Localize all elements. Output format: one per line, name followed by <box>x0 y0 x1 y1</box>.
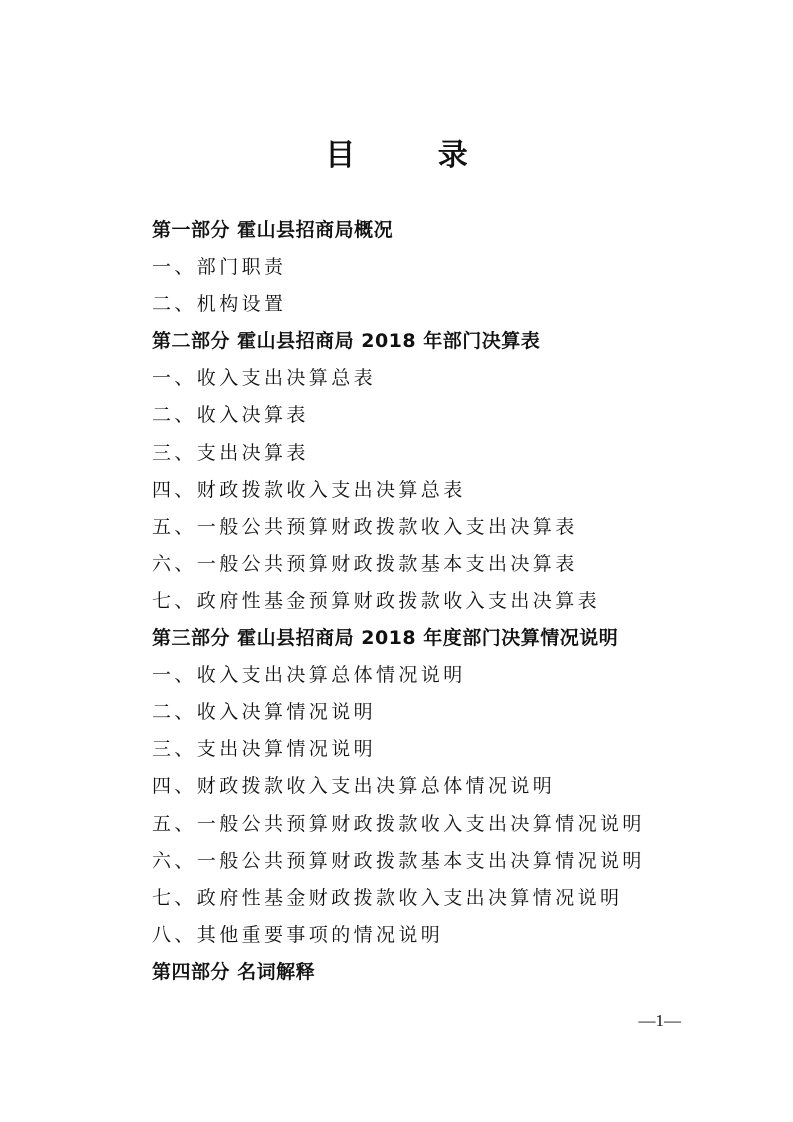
toc-item: 三、支出决算表 <box>152 441 309 464</box>
toc-item: 五、一般公共预算财政拨款收入支出决算表 <box>152 515 578 538</box>
toc-item: 一、部门职责 <box>152 256 287 279</box>
toc-item: 三、支出决算情况说明 <box>152 738 377 761</box>
toc-item: 七、政府性基金财政拨款收入支出决算情况说明 <box>152 886 623 909</box>
toc-item: 一、收入支出决算总表 <box>152 367 377 390</box>
toc-item: 二、收入决算情况说明 <box>152 701 377 724</box>
document-title: 目 录 <box>325 138 504 173</box>
toc-part-3: 第三部分 霍山县招商局 2018 年度部门决算情况说明 <box>152 627 619 650</box>
toc-item: 六、一般公共预算财政拨款基本支出决算表 <box>152 552 578 575</box>
toc-item: 四、财政拨款收入支出决算总表 <box>152 478 466 501</box>
toc-item: 七、政府性基金预算财政拨款收入支出决算表 <box>152 589 601 612</box>
page-number: —1— <box>638 1011 681 1030</box>
toc-item: 六、一般公共预算财政拨款基本支出决算情况说明 <box>152 849 645 872</box>
toc-part-1: 第一部分 霍山县招商局概况 <box>152 219 394 241</box>
toc-item: 四、财政拨款收入支出决算总体情况说明 <box>152 775 556 798</box>
toc-part-2: 第二部分 霍山县招商局 2018 年部门决算表 <box>152 330 541 353</box>
toc-item: 五、一般公共预算财政拨款收入支出决算情况说明 <box>152 812 645 835</box>
toc-item: 八、其他重要事项的情况说明 <box>152 923 444 946</box>
toc-item: 二、机构设置 <box>152 293 287 316</box>
toc-item: 二、收入决算表 <box>152 404 309 427</box>
toc-item: 一、收入支出决算总体情况说明 <box>152 664 466 687</box>
toc-part-4: 第四部分 名词解释 <box>152 960 316 983</box>
table-of-contents <box>152 212 752 991</box>
